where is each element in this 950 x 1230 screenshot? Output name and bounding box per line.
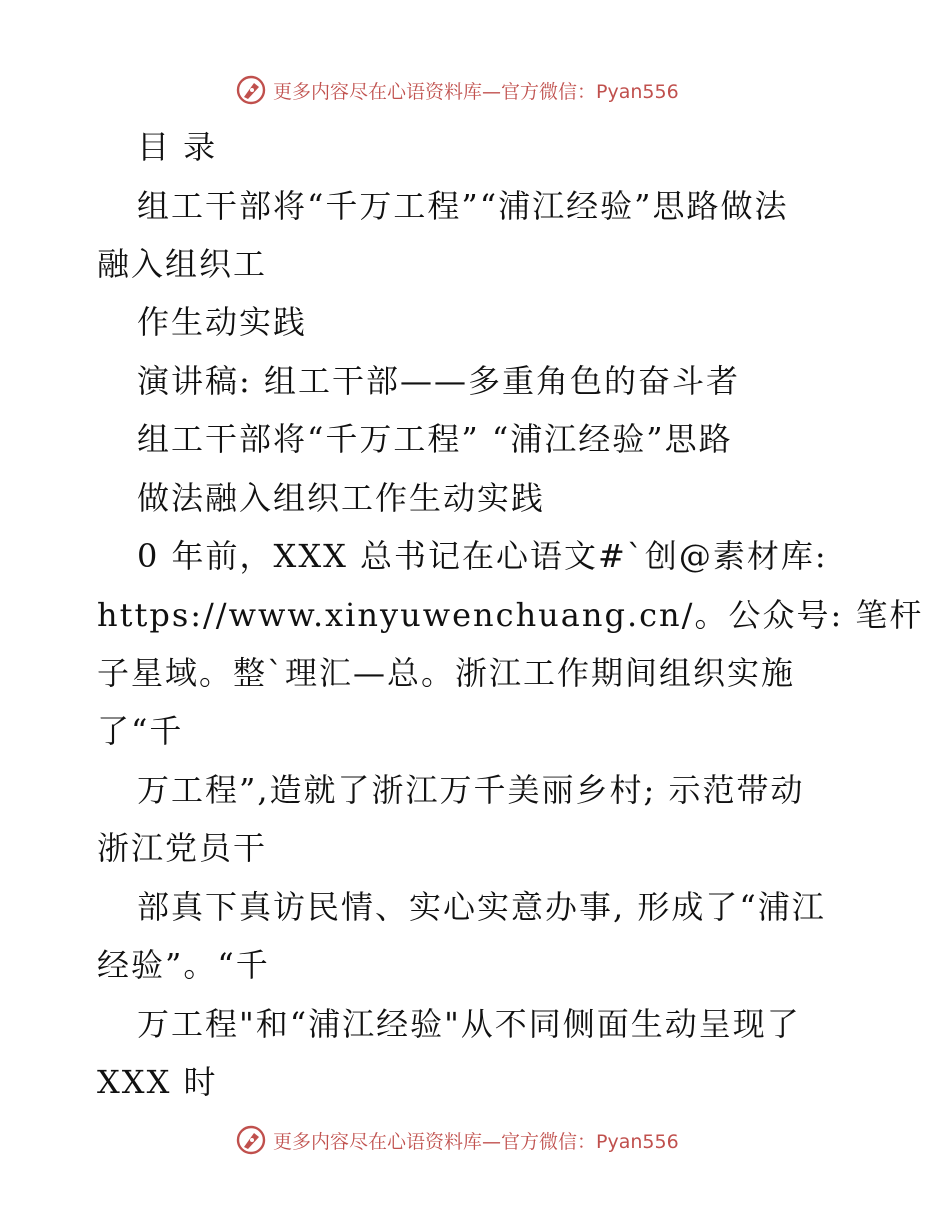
pen-nib-icon <box>235 74 267 106</box>
watermark-header <box>235 72 679 108</box>
toc-heading: 目 录 <box>137 128 218 166</box>
watermark-footer <box>235 1122 679 1158</box>
body-line: 融入组织工 <box>97 245 268 283</box>
body-line: 子星域。整`理汇—总。浙江工作期间组织实施 <box>97 654 796 692</box>
body-line: 浙江党员干 <box>97 829 268 867</box>
body-line: 万工程"和“浦江经验"从不同侧面生动呈现了 <box>137 1005 801 1043</box>
body-line: 经验”。“千 <box>97 946 270 984</box>
body-line: XXX 时 <box>97 1063 218 1101</box>
body-line: 作生动实践 <box>137 303 308 341</box>
body-line: https://www.xinyuwenchuang.cn/。公众号: 笔杆 <box>97 596 924 634</box>
body-line: 万工程”,造就了浙江万千美丽乡村; 示范带动 <box>137 771 805 809</box>
pen-nib-icon <box>235 1124 267 1156</box>
watermark-text: 更多内容尽在心语资料库—官方微信：Pyan556 <box>273 1130 679 1153</box>
body-line: 0 年前，XXX 总书记在心语文#`创@素材库: <box>137 537 828 575</box>
body-line: 部真下真访民情、实心实意办事, 形成了“浦江 <box>137 888 826 926</box>
body-line: 做法融入组织工作生动实践 <box>137 479 546 517</box>
body-line: 组工干部将“千万工程” “浦江经验”思路 <box>137 420 733 458</box>
body-line: 了“千 <box>97 712 184 750</box>
body-line: 组工干部将“千万工程”“浦江经验”思路做法 <box>137 187 789 225</box>
body-line: 演讲稿: 组工干部——多重角色的奋斗者 <box>137 362 740 400</box>
watermark-text: 更多内容尽在心语资料库—官方微信：Pyan556 <box>273 80 679 103</box>
